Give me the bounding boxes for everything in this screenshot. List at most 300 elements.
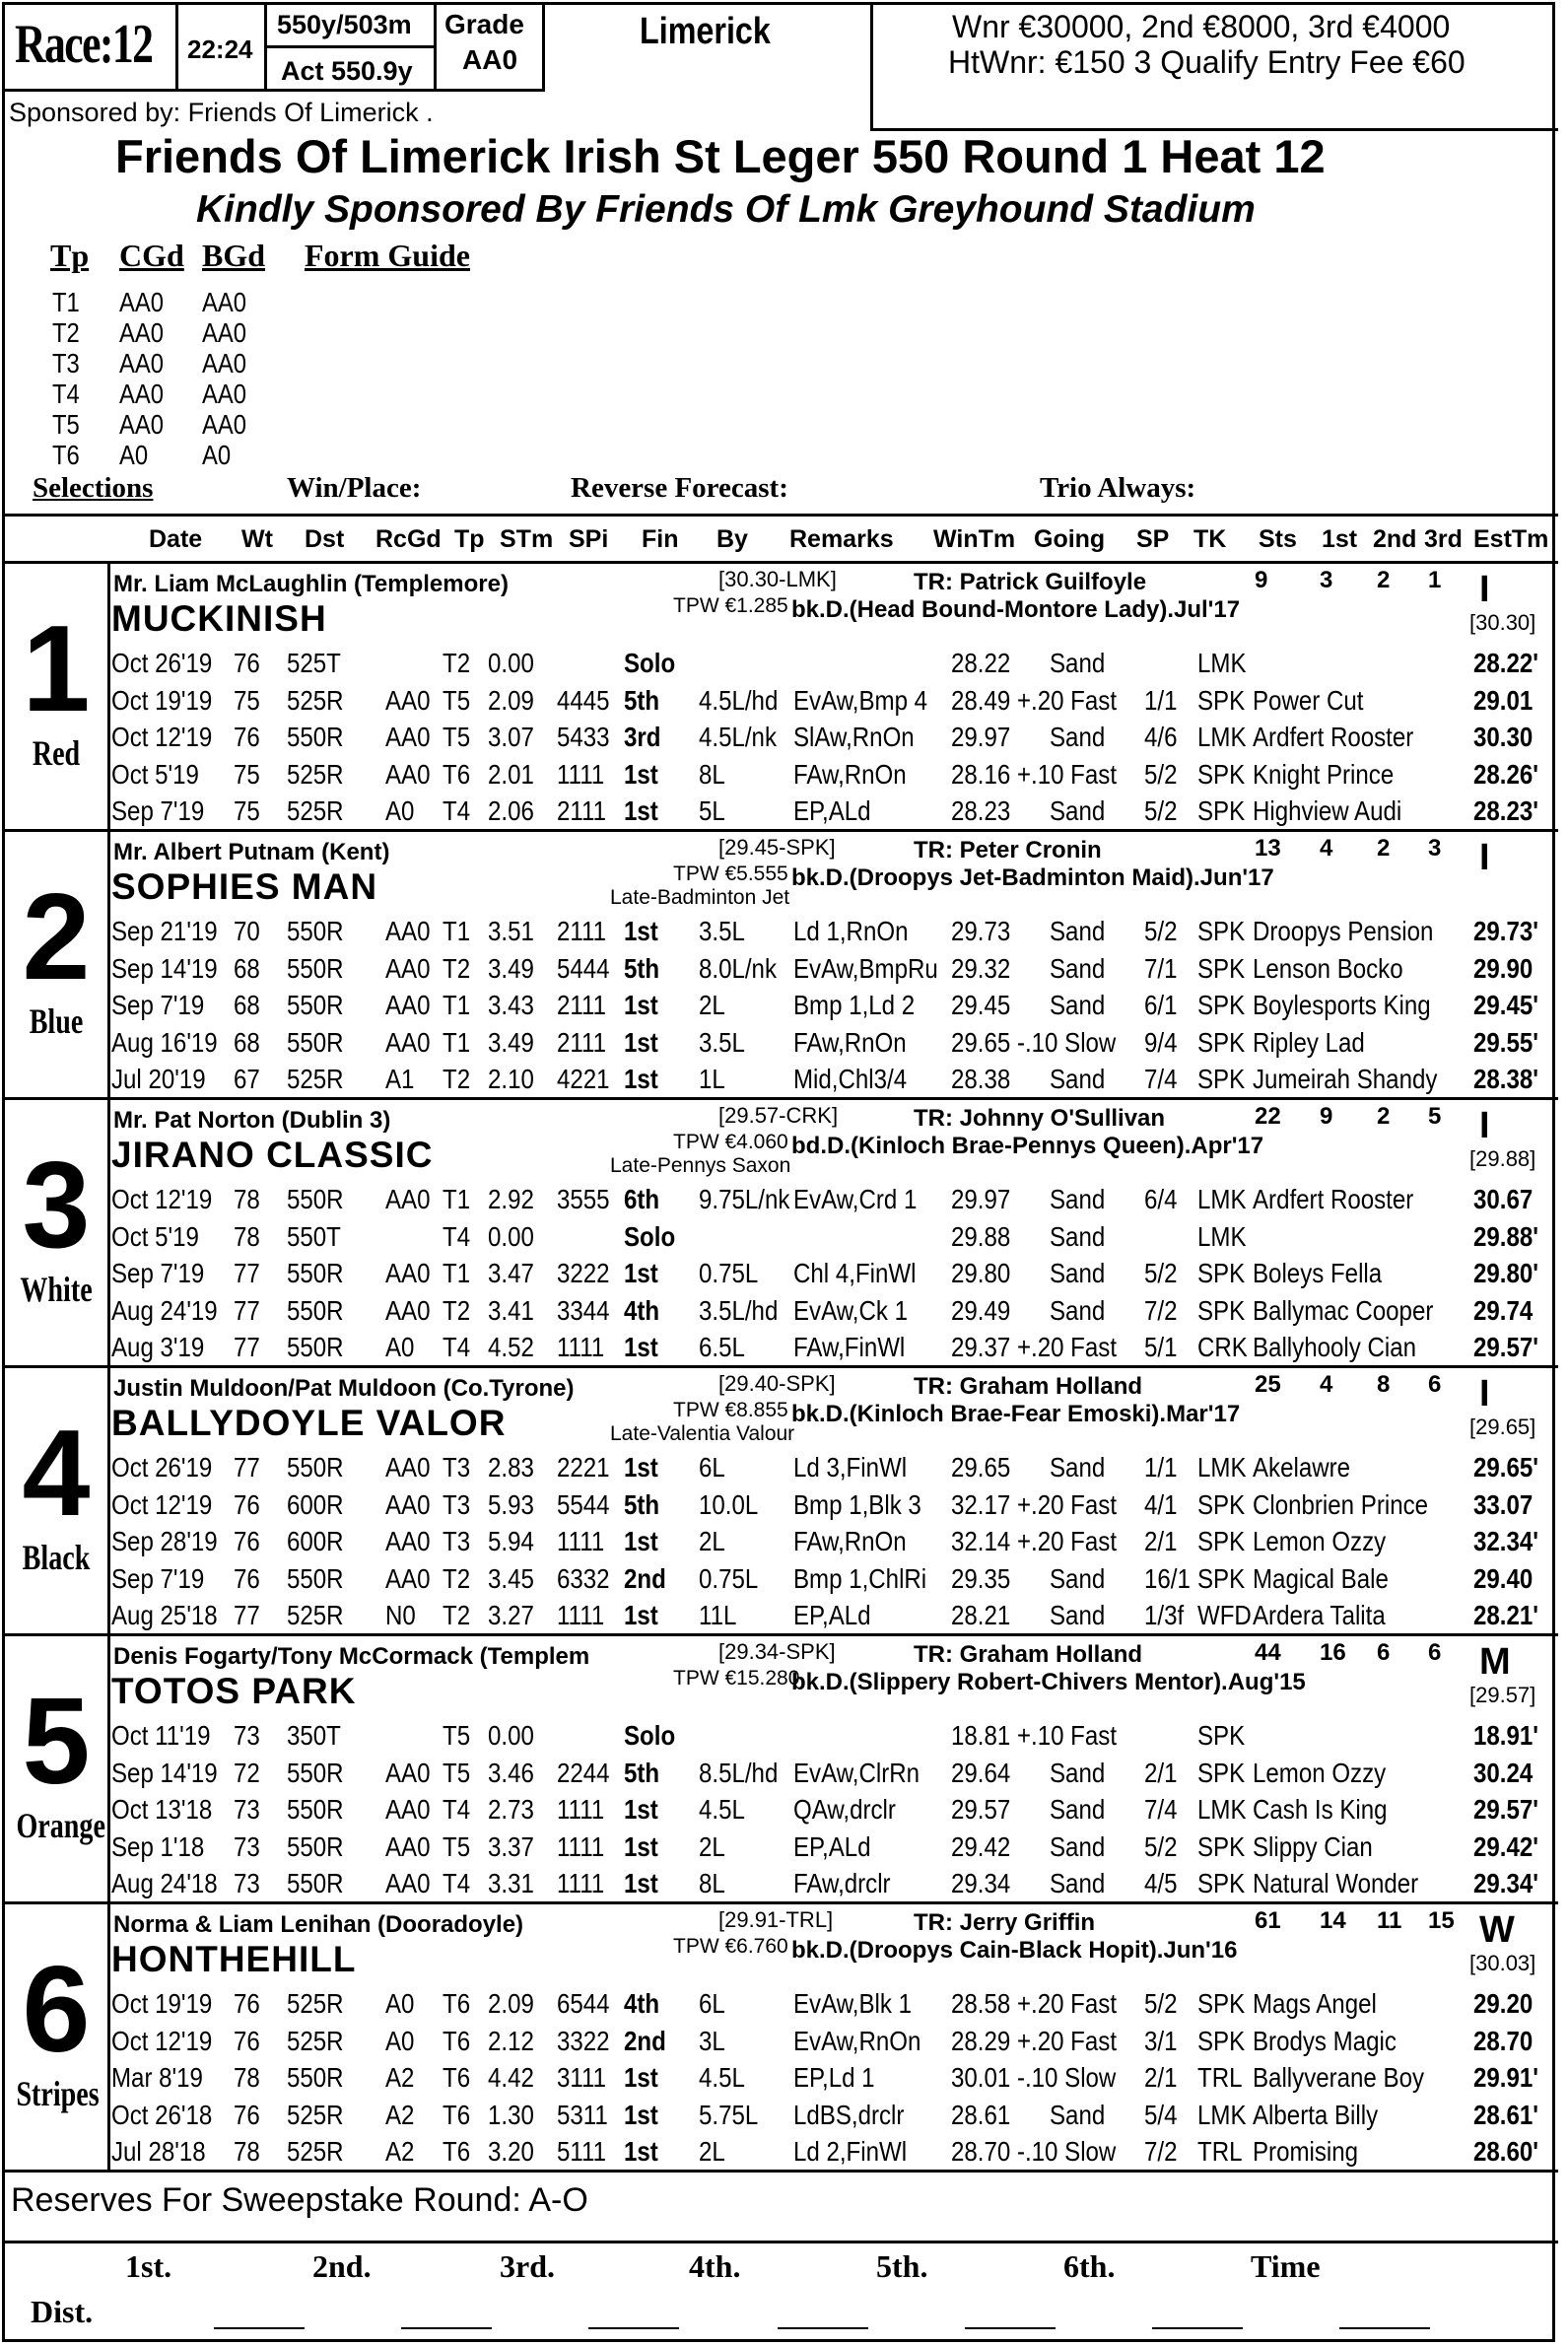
race-cell: 68 <box>234 990 260 1020</box>
race-cell: Ld 3,FinWl <box>793 1452 908 1483</box>
race-cell: 2.12 <box>488 2025 534 2056</box>
race-cell: 28.29 +.20 Fast <box>951 2025 1118 2056</box>
dog-name: TOTOS PARK <box>111 1671 357 1711</box>
race-cell: Chl 4,FinWl <box>793 1258 917 1288</box>
race-cell: LdBS,drclr <box>793 2099 905 2130</box>
best-time: [29.34-SPK] <box>718 1639 836 1664</box>
race-cell: 525R <box>287 795 344 826</box>
trap-divider <box>107 1903 110 2172</box>
owner: Mr. Liam McLaughlin (Templemore) <box>113 571 509 597</box>
race-cell: Ballymac Cooper <box>1253 1294 1434 1326</box>
race-cell: 28.38' <box>1473 1064 1538 1094</box>
race-cell: 78 <box>234 1184 260 1214</box>
prize-box <box>870 5 1558 131</box>
race-cell: 1/3f <box>1144 1600 1185 1630</box>
race-cell: 29.90 <box>1473 952 1534 984</box>
column-header: EstTm <box>1473 525 1549 553</box>
race-cell: FAw,RnOn <box>793 758 907 790</box>
grades-cell: AA0 <box>202 348 246 379</box>
career-stat: 6 <box>1377 1639 1391 1666</box>
race-cell: 18.91' <box>1473 1720 1538 1751</box>
race-cell: 1st <box>624 2099 658 2130</box>
race-cell: 550R <box>287 1184 344 1214</box>
write-in-line[interactable] <box>1152 2327 1243 2329</box>
career-stat: 3 <box>1428 835 1442 862</box>
trap-colour: Black <box>22 1538 91 1577</box>
race-cell: A2 <box>385 2136 415 2167</box>
race-cell: Lemon Ozzy <box>1253 1526 1387 1556</box>
race-cell: AA0 <box>385 1794 431 1825</box>
race-cell: 1111 <box>557 1600 605 1630</box>
race-cell: 0.00 <box>488 648 534 678</box>
race-cell: 1st <box>624 1830 658 1862</box>
tpw: TPW €5.555 <box>673 862 788 885</box>
race-cell: 1st <box>624 795 658 826</box>
tpw: TPW €1.285 <box>673 594 788 617</box>
race-cell: 29.88 <box>951 1220 1011 1252</box>
race-cell: Clonbrien Prince <box>1253 1488 1429 1520</box>
footer-place-label: 2nd. <box>312 2248 372 2284</box>
race-cell: 2.06 <box>488 795 534 826</box>
race-cell: Jul 28'18 <box>111 2136 206 2167</box>
race-cell: T2 <box>443 648 471 678</box>
race-cell: T1 <box>443 1026 471 1058</box>
race-cell: 1st <box>624 1452 658 1483</box>
race-cell: EvAw,BmpRu <box>793 952 938 984</box>
career-stat: 9 <box>1255 567 1268 593</box>
runner-block <box>5 1635 1558 1903</box>
race-cell: Sand <box>1050 1064 1106 1094</box>
column-header: Remarks <box>789 525 894 553</box>
race-cell: 73 <box>234 1868 260 1898</box>
race-cell: A0 <box>385 1332 415 1362</box>
race-cell: 7/4 <box>1144 1064 1178 1094</box>
best-time: [29.57-CRK] <box>718 1103 839 1128</box>
race-cell: 2221 <box>557 1452 610 1483</box>
race-cell: 29.45' <box>1473 990 1538 1020</box>
race-cell: AA0 <box>385 1830 431 1862</box>
race-cell: Magical Bale <box>1253 1562 1389 1594</box>
race-cell: Solo <box>624 648 676 678</box>
race-cell: 5.75L <box>699 2099 759 2130</box>
race-cell: Ld 1,RnOn <box>793 916 909 946</box>
career-stat: 1 <box>1428 567 1442 593</box>
trap-divider <box>107 1099 110 1367</box>
race-cell: 1.30 <box>488 2099 534 2130</box>
race-cell: 29.65 -.10 Slow <box>951 1026 1117 1058</box>
footer-place-label: 4th. <box>689 2248 741 2284</box>
grades-cell: AA0 <box>202 409 246 440</box>
race-cell: Oct 12'19 <box>111 1488 213 1520</box>
race-cell: 3.49 <box>488 952 534 984</box>
race-cell: SPK <box>1197 684 1246 716</box>
race-cell: EvAw,Crd 1 <box>793 1184 918 1214</box>
race-cell: 78 <box>234 2062 260 2093</box>
race-cell: SPK <box>1197 916 1246 946</box>
trainer: TR: Peter Cronin <box>914 837 1102 863</box>
race-cell: 30.01 -.10 Slow <box>951 2062 1117 2093</box>
race-cell: AA0 <box>385 952 431 984</box>
race-cell: Oct 5'19 <box>111 758 199 790</box>
race-cell: 28.23' <box>1473 795 1538 826</box>
trap-number: 2 <box>22 869 91 1005</box>
race-cell: Boylesports King <box>1253 990 1431 1020</box>
race-cell: 2.10 <box>488 1064 534 1094</box>
write-in-line[interactable] <box>214 2327 305 2329</box>
race-cell: T3 <box>443 1488 471 1520</box>
race-cell: 2111 <box>557 916 607 946</box>
race-cell: LMK <box>1197 1184 1247 1214</box>
race-cell: 2nd <box>624 1562 666 1594</box>
race-cell: 1st <box>624 2136 658 2167</box>
write-in-line[interactable] <box>401 2327 492 2329</box>
race-cell: AA0 <box>385 1488 431 1520</box>
pace-rating: I <box>1479 569 1490 610</box>
column-header: SPi <box>569 525 609 553</box>
race-cell: AA0 <box>385 1026 431 1058</box>
race-cell: 68 <box>234 1026 260 1058</box>
race-cell: 29.42' <box>1473 1830 1538 1862</box>
race-cell: 29.20 <box>1473 1988 1534 2019</box>
race-cell: AA0 <box>385 1757 431 1788</box>
race-cell: SPK <box>1197 1026 1246 1058</box>
owner: Mr. Albert Putnam (Kent) <box>113 839 390 865</box>
race-cell: 525R <box>287 758 344 790</box>
late-sire: Late-Badminton Jet <box>610 886 790 909</box>
race-cell: T6 <box>443 1988 471 2019</box>
race-cell: 6.5L <box>699 1332 745 1362</box>
race-cell: 29.37 +.20 Fast <box>951 1332 1118 1362</box>
race-cell: 3.46 <box>488 1757 534 1788</box>
tpw: TPW €4.060 <box>673 1131 788 1153</box>
column-header: 1st <box>1322 525 1358 553</box>
race-cell: 4.42 <box>488 2062 534 2093</box>
tpw: TPW €15.280 <box>673 1667 800 1690</box>
race-cell: T3 <box>443 1526 471 1556</box>
venue: Limerick <box>640 11 771 52</box>
race-cell: 550R <box>287 1757 344 1788</box>
race-cell: 68 <box>234 952 260 984</box>
race-cell: 30.67 <box>1473 1184 1534 1214</box>
best-time: [29.40-SPK] <box>718 1371 836 1396</box>
race-cell: 76 <box>234 722 260 752</box>
race-cell: 32.14 +.20 Fast <box>951 1526 1118 1556</box>
race-cell: 2L <box>699 1830 725 1862</box>
race-cell: 0.75L <box>699 1258 759 1288</box>
footer-place-label: Time <box>1251 2248 1321 2284</box>
trainer: TR: Patrick Guilfoyle <box>914 569 1147 595</box>
runner-block <box>5 1903 1558 2172</box>
race-cell: 525R <box>287 2099 344 2130</box>
race-cell: 76 <box>234 2099 260 2130</box>
race-cell: 3.5L <box>699 916 745 946</box>
race-cell: 29.88' <box>1473 1220 1538 1252</box>
career-stat: 25 <box>1255 1371 1281 1398</box>
race-cell: Ballyverane Boy <box>1253 2062 1425 2093</box>
race-cell: 77 <box>234 1294 260 1326</box>
race-cell: 8.5L/hd <box>699 1757 779 1788</box>
race-cell: 1/1 <box>1144 1452 1178 1483</box>
race-cell: 8L <box>699 1868 725 1898</box>
race-cell: SPK <box>1197 1757 1246 1788</box>
grades-cell: T5 <box>52 409 80 440</box>
race-cell: 5444 <box>557 952 610 984</box>
reverse-forecast-label: Reverse Forecast: <box>571 472 788 504</box>
race-cell: 76 <box>234 1526 260 1556</box>
race-cell: T6 <box>443 2136 471 2167</box>
race-cell: 77 <box>234 1600 260 1630</box>
race-cell: Sep 1'18 <box>111 1830 205 1862</box>
race-cell: 550R <box>287 952 344 984</box>
trap-divider <box>107 563 110 831</box>
race-cell: Sand <box>1050 1794 1106 1825</box>
race-cell: Oct 26'19 <box>111 648 213 678</box>
race-cell: 29.65 <box>951 1452 1011 1483</box>
race-cell: Cash Is King <box>1253 1794 1388 1825</box>
est-time: [29.65] <box>1469 1414 1536 1439</box>
career-stat: 61 <box>1255 1907 1281 1934</box>
dog-name: JIRANO CLASSIC <box>111 1135 434 1175</box>
race-cell: 9/4 <box>1144 1026 1178 1058</box>
trap-divider <box>107 1635 110 1903</box>
race-cell: EvAw,ClrRn <box>793 1757 920 1788</box>
write-in-line[interactable] <box>588 2327 679 2329</box>
race-cell: FAw,FinWl <box>793 1332 906 1362</box>
race-cell: 2.73 <box>488 1794 534 1825</box>
race-cell: Sand <box>1050 1757 1106 1788</box>
race-cell: 1/1 <box>1144 684 1178 716</box>
race-cell: 2/1 <box>1144 1526 1178 1556</box>
race-cell: AA0 <box>385 1294 431 1326</box>
race-cell: 77 <box>234 1452 260 1483</box>
race-cell: 78 <box>234 1220 260 1252</box>
race-cell: Sand <box>1050 1258 1106 1288</box>
race-cell: T3 <box>443 1452 471 1483</box>
est-time: [29.88] <box>1469 1146 1536 1171</box>
race-cell: 28.22 <box>951 648 1011 678</box>
write-in-line[interactable] <box>1339 2327 1430 2329</box>
race-cell: Sand <box>1050 2099 1106 2130</box>
race-cell: Oct 12'19 <box>111 722 213 752</box>
race-cell: 33.07 <box>1473 1488 1534 1520</box>
race-cell: SPK <box>1197 1294 1246 1326</box>
race-cell: 2L <box>699 990 725 1020</box>
column-header: STm <box>500 525 554 553</box>
race-cell: 18.81 +.10 Fast <box>951 1720 1118 1751</box>
est-time: [29.57] <box>1469 1683 1536 1707</box>
race-cell: 29.97 <box>951 722 1011 752</box>
race-cell: 4445 <box>557 684 610 716</box>
race-cell: 1st <box>624 1794 658 1825</box>
race-cell: 9.75L/nk <box>699 1184 790 1214</box>
race-cell: SPK <box>1197 1488 1246 1520</box>
column-header: Going <box>1034 525 1106 553</box>
dog-name: BALLYDOYLE VALOR <box>111 1403 507 1443</box>
race-cell: SPK <box>1197 795 1246 826</box>
race-cell: 28.58 +.20 Fast <box>951 1988 1118 2019</box>
race-cell: 3.27 <box>488 1600 534 1630</box>
race-cell: Solo <box>624 1220 676 1252</box>
race-cell: Oct 26'18 <box>111 2099 213 2130</box>
race-cell: 5th <box>624 1488 660 1520</box>
grades-cell: T1 <box>52 287 80 317</box>
race-cell: 28.70 -.10 Slow <box>951 2136 1117 2167</box>
write-in-line[interactable] <box>965 2327 1056 2329</box>
race-cell: Jul 20'19 <box>111 1064 206 1094</box>
race-cell: SPK <box>1197 1868 1246 1898</box>
career-stat: 2 <box>1377 835 1391 862</box>
race-cell: 5/2 <box>1144 1830 1178 1862</box>
race-cell: 11L <box>699 1600 737 1630</box>
race-cell: SPK <box>1197 990 1246 1020</box>
dist-label: Dist. <box>31 2294 94 2329</box>
write-in-line[interactable] <box>778 2327 868 2329</box>
pace-rating: I <box>1479 1105 1490 1146</box>
race-cell: 76 <box>234 648 260 678</box>
career-stat: 11 <box>1377 1907 1402 1934</box>
race-cell: T5 <box>443 1830 471 1862</box>
dog-name: SOPHIES MAN <box>111 866 378 907</box>
race-cell: 350T <box>287 1720 341 1751</box>
race-cell: Jumeirah Shandy <box>1253 1064 1438 1094</box>
race-cell: 29.34 <box>951 1868 1011 1898</box>
race-cell: 550R <box>287 1294 344 1326</box>
distance-box <box>267 5 437 48</box>
race-cell: T4 <box>443 795 471 826</box>
race-cell: T6 <box>443 2062 471 2093</box>
race-cell: 550R <box>287 1830 344 1862</box>
race-cell: 67 <box>234 1064 260 1094</box>
grades-cell: A0 <box>119 440 149 470</box>
trap-divider <box>107 831 110 1099</box>
race-cell: 3.47 <box>488 1258 534 1288</box>
race-cell: Sand <box>1050 1294 1106 1326</box>
column-header: Tp <box>454 525 485 553</box>
sponsored-by: Sponsored by: Friends Of Limerick . <box>9 98 434 127</box>
race-cell: 1L <box>699 1064 725 1094</box>
race-cell: 29.74 <box>1473 1294 1534 1326</box>
race-cell: Oct 11'19 <box>111 1720 211 1751</box>
race-cell: AA0 <box>385 758 431 790</box>
race-time-box <box>178 5 267 92</box>
race-cell: 28.21' <box>1473 1600 1538 1630</box>
column-header: Sts <box>1259 525 1297 553</box>
race-cell: AA0 <box>385 1258 431 1288</box>
race-cell: 28.26' <box>1473 758 1538 790</box>
race-cell: SPK <box>1197 1064 1246 1094</box>
race-cell: T2 <box>443 1294 471 1326</box>
owner: Norma & Liam Lenihan (Dooradoyle) <box>113 1911 524 1938</box>
race-cell: T6 <box>443 2025 471 2056</box>
race-cell: 1st <box>624 1026 658 1058</box>
race-cell: 1st <box>624 1064 658 1094</box>
race-cell: 29.40 <box>1473 1562 1534 1594</box>
race-cell: 29.32 <box>951 952 1011 984</box>
race-cell: 29.65' <box>1473 1452 1538 1483</box>
race-cell: 75 <box>234 795 260 826</box>
race-cell: Oct 19'19 <box>111 1988 213 2019</box>
race-cell: 10.0L <box>699 1488 759 1520</box>
race-cell: 4/6 <box>1144 722 1178 752</box>
race-cell: T4 <box>443 1332 471 1362</box>
race-cell: Solo <box>624 1720 676 1751</box>
race-cell: 4.52 <box>488 1332 534 1362</box>
race-cell: 3222 <box>557 1258 610 1288</box>
race-cell: 3.37 <box>488 1830 534 1862</box>
trap-colour: Stripes <box>16 2074 100 2113</box>
trap-number: 5 <box>22 1674 91 1810</box>
race-cell: Sand <box>1050 952 1106 984</box>
grades-cell: T6 <box>52 440 80 470</box>
trap-colour: Red <box>32 733 81 773</box>
career-stat: 2 <box>1377 1103 1391 1130</box>
race-cell: 3.45 <box>488 1562 534 1594</box>
owner: Denis Fogarty/Tony McCormack (Templem <box>113 1643 590 1670</box>
column-header: Wt <box>241 525 273 553</box>
race-cell: N0 <box>385 1600 416 1630</box>
race-cell: TRL <box>1197 2062 1243 2093</box>
race-cell: Bmp 1,ChlRi <box>793 1562 927 1594</box>
career-stat: 13 <box>1255 835 1281 862</box>
race-cell: 1st <box>624 2062 658 2093</box>
race-cell: Sep 7'19 <box>111 1562 205 1594</box>
best-time: [29.45-SPK] <box>718 835 836 860</box>
race-cell: 4/1 <box>1144 1488 1178 1520</box>
race-cell: 29.55' <box>1473 1026 1538 1058</box>
race-cell: FAw,RnOn <box>793 1526 907 1556</box>
pace-rating: M <box>1479 1641 1511 1683</box>
race-cell: 550R <box>287 1452 344 1483</box>
race-cell: SPK <box>1197 1720 1246 1751</box>
grades-header-cgd: CGd <box>119 238 184 273</box>
race-cell: 550R <box>287 1794 344 1825</box>
race-cell: 4.5L/hd <box>699 684 779 716</box>
race-cell: 550R <box>287 2062 344 2093</box>
race-cell: 3.41 <box>488 1294 534 1326</box>
race-cell: 4th <box>624 1988 660 2019</box>
race-cell: 29.64 <box>951 1757 1011 1788</box>
race-cell: Mags Angel <box>1253 1988 1377 2019</box>
trap-colour: Orange <box>16 1806 105 1845</box>
tpw: TPW €8.855 <box>673 1399 788 1421</box>
grade-label: Grade <box>444 9 524 39</box>
race-cell: 28.70 <box>1473 2025 1534 2056</box>
divider <box>5 514 1558 517</box>
dog-name: MUCKINISH <box>111 598 327 639</box>
late-sire: Late-Valentia Valour <box>610 1422 795 1445</box>
race-cell: Sand <box>1050 1600 1106 1630</box>
race-cell: A0 <box>385 2025 415 2056</box>
race-cell: 1st <box>624 1526 658 1556</box>
race-cell: 29.57' <box>1473 1332 1538 1362</box>
race-cell: 525R <box>287 2025 344 2056</box>
race-cell: 28.23 <box>951 795 1011 826</box>
race-cell: EP,ALd <box>793 795 871 826</box>
grades-cell: AA0 <box>119 409 164 440</box>
race-cell: Natural Wonder <box>1253 1868 1419 1898</box>
grades-cell: AA0 <box>202 287 246 317</box>
pace-rating: I <box>1479 1373 1490 1414</box>
race-cell: 3.43 <box>488 990 534 1020</box>
race-cell: 29.80 <box>951 1258 1011 1288</box>
race-cell: T1 <box>443 1184 471 1214</box>
race-cell: Oct 26'19 <box>111 1452 213 1483</box>
race-cell: FAw,drclr <box>793 1868 891 1898</box>
race-cell: 1st <box>624 1868 658 1898</box>
race-cell: 7/2 <box>1144 1294 1178 1326</box>
race-cell: Sand <box>1050 1868 1106 1898</box>
race-cell: 550R <box>287 1562 344 1594</box>
